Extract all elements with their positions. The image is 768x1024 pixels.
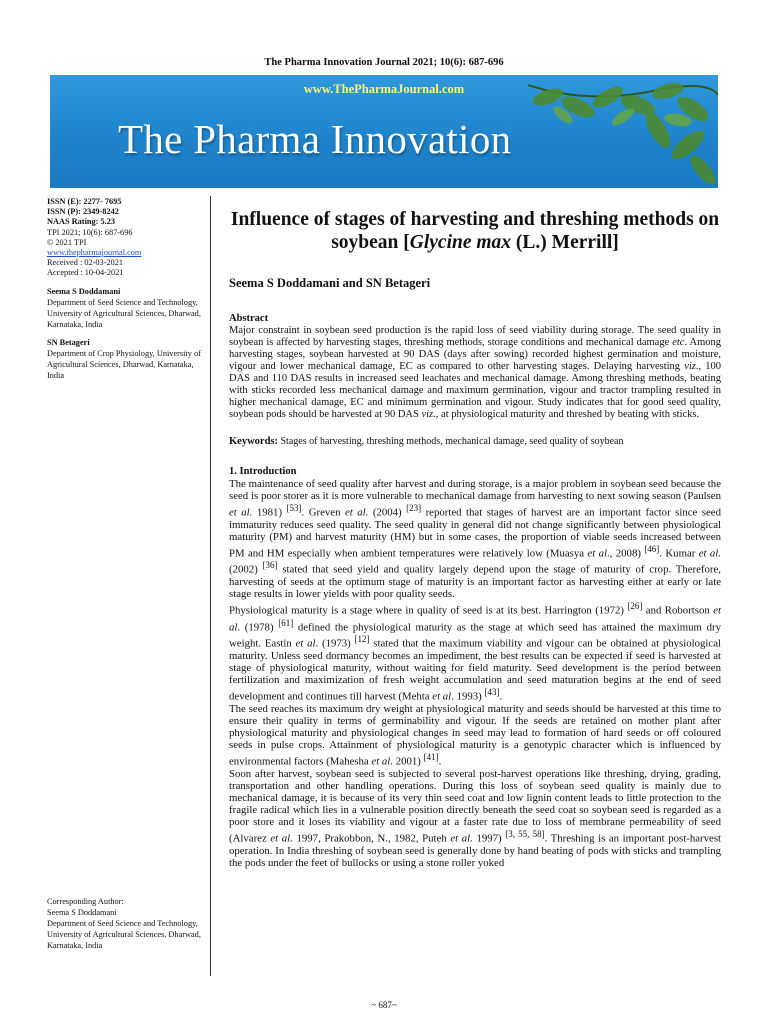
- intro-paragraph-3: The seed reaches its maximum dry weight at physiological maturity and seeds should be harvested at this time to ensure their quality in terms of germinability and vigour. If the seeds are retained on mother plant after physiological maturity and physiological changes in seed may lead to formation of hard seeds or off coloured seeds in pulse crops. Attainment of physiological maturity is a genotypic character which is influenced by environmental factors (Mahesha et al. 2001) [41].: [229, 702, 721, 768]
- keywords: Keywords: Stages of harvesting, threshing methods, mechanical damage, seed quality of soybean: [229, 436, 624, 447]
- leaf-decoration-icon: [508, 75, 718, 188]
- copyright: © 2021 TPI: [47, 237, 87, 247]
- received-date: Received : 02-03-2021: [47, 258, 124, 268]
- column-divider: [210, 196, 211, 976]
- author2-name: SN Betageri: [47, 337, 90, 347]
- issn-print: ISSN (P): 2349-8242: [47, 207, 119, 217]
- journal-website-link[interactable]: www.thepharmajournal.com: [47, 248, 142, 258]
- author1-affiliation: Department of Seed Science and Technology, University of Agricultural Sciences, Dharwad, Karnataka, India: [47, 297, 201, 329]
- abstract-text: Major constraint in soybean seed production is the rapid loss of seed viability during storage. The seed quality in soybean is affected by harvesting stages, threshing methods, storage conditions and mechanical damage etc. Among harvesting stages, soybean harvested at 90 DAS (days after sowing) recorded highest germination and moisture, vigour and lower mechanical damage, EC as compared to other harvesting stages. Delaying harvesting viz., 100 DAS and 110 DAS results in increased seed leachates and mechanical damage. Among threshing methods, beating with sticks recorded less mechanical damage and maximum germination, vigour and tractor trampling resulted in higher mechanical damage, EC and minimum germination and vigour. Study indicates that for good seed quality, soybean pods should be harvested at 90 DAS viz., at physiological maturity and threshed by beating with sticks.: [229, 325, 722, 420]
- corresponding-label: Corresponding Author:: [47, 897, 124, 906]
- article-authors: Seema S Doddamani and SN Betageri: [229, 276, 431, 290]
- article-title: Influence of stages of harvesting and threshing methods on soybean [Glycine max (L.) Merrill]: [230, 209, 720, 253]
- banner-journal-name: The Pharma Innovation: [118, 116, 512, 162]
- accepted-date: Accepted : 10-04-2021: [47, 268, 124, 278]
- abstract-heading: Abstract: [229, 313, 269, 324]
- naas-rating: NAAS Rating: 5.23: [47, 217, 115, 227]
- issn-electronic: ISSN (E): 2277- 7695: [47, 197, 122, 206]
- intro-paragraph-1: The maintenance of seed quality after harvest and during storage, is a major problem in soybean seed because the seed is poor storer as it is more vulnerable to mechanical damage from harvesting to next sowing season (Paulsen et al. 1981) [53]. Greven et al. (2004) [23] reported that stages of harvest are an important factor since seed immaturity reduces seed quality. The seed quality in general did not change significantly between physiological maturity (PM) and harvest maturity (HM) but in some cases, the proportion of viable seeds increased between PM and HM especially when ambient temperatures were relatively low (Muasya et al., 2008) [46]. Kumar et al. (2002) [36] stated that seed yield and quality largely depend upon the stage of maturity of crop. Therefore, harvesting of seeds at the optimum stage of maturity is an important factor as harvesting either at early or late stage results in lower yields with poor quality seeds.: [229, 478, 722, 601]
- page-number: ~ 687~: [371, 1000, 397, 1010]
- banner-url[interactable]: www.ThePharmaJournal.com: [303, 82, 465, 96]
- author1-name: Seema S Doddamani: [47, 286, 121, 296]
- intro-paragraph-2: Physiological maturity is a stage where in quality of seed is at its best. Harrington (1972) [26] and Robortson et al. (1978) [61] defined the physiological maturity as the stage at which seed has attained the maximum dry weight. Eastin et al. (1973) [12] stated that the maximum viability and vigour can be obtained at physiological maturity. Unless seed dormancy becomes an impediment, the best results can be expected if seed is harvested at stage of physiological maturity, without waiting for field maturity. Seed development is the period between fertilization and maximization of fresh weight accumulation and seed maturation begins at the end of seed development and continues till harvest (Mehta et al. 1993) [43].: [229, 601, 721, 703]
- corresponding-name: Seema S Doddamani: [47, 907, 117, 917]
- tpi-volume: TPI 2021; 10(6): 687-696: [47, 227, 133, 237]
- journal-citation-header: The Pharma Innovation Journal 2021; 10(6): 687-696: [264, 57, 504, 68]
- intro-paragraph-4: Soon after harvest, soybean seed is subjected to several post-harvest operations like threshing, drying, grading, transportation and other handling operations. During this loss of soybean seed quality is mainly due to mechanical damage, it is because of its very thin seed coat and low lignin content leads to little protection to the fragile radical which lies in a vulnerable position directly beneath the seed coat so soybean seed is regarded as a poor store and it loses its viability and vigour at a faster rate due to loss of membrane permeability of seed (Alvarez et al. 1997, Prakobbon, N., 1982, Puteh et al. 1997) [3, 55, 58]. Threshing is an important post-harvest operation. In India threshing of soybean seed is generally done by hand beating of pods with sticks and trampling the pods under the feet of bullocks or using a stone roller yoked: [229, 767, 722, 869]
- article-info-sidebar: [47, 197, 207, 381]
- introduction-heading: 1. Introduction: [229, 466, 297, 477]
- author2-affiliation: Department of Crop Physiology, University of Agricultural Sciences, Dharwad, Karnataka, India: [47, 349, 201, 381]
- corresponding-affiliation: Department of Seed Science and Technology, University of Agricultural Sciences, Dharwad, Karnataka, India: [47, 919, 201, 950]
- article-main-column: [229, 208, 721, 869]
- journal-banner: [50, 75, 718, 188]
- corresponding-author-block: [47, 897, 207, 951]
- introduction-body: [229, 478, 721, 869]
